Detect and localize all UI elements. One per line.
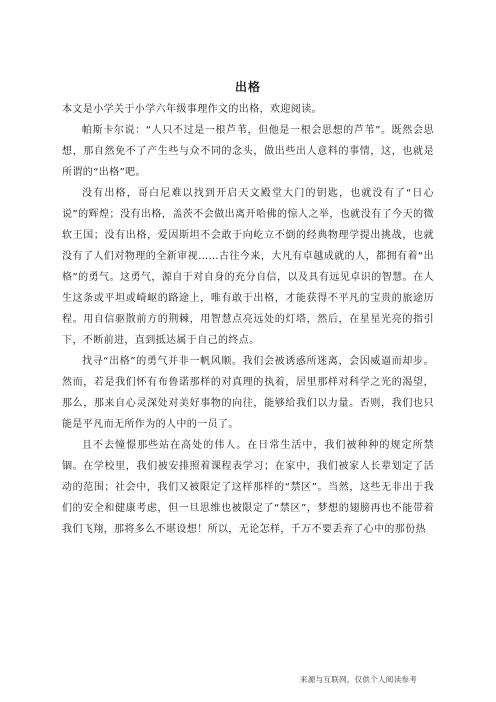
intro-paragraph: 本文是小学关于小学六年级事理作文的出格，欢迎阅读。 <box>62 104 322 115</box>
body-paragraph: 没有出格，哥白尼难以找到开启天文殿堂大门的钥匙，也就没有了“日心说”的辉煌；没有出格，盖茨不会做出离开哈佛的惊人之举，也就没有了今天的微软王国；没有出格，爱因斯坦不会敢于向屹立不倒的经典物理学提出挑战，也就没有了人们对物理的全新审视……古往今来，大凡有卓越成就的人，都拥有着“出格”的勇气。这勇气，源自于对自身的充分自信，以及具有远见卓识的智慧。在人生这条或平坦或崎岖的路途上，唯有敢于出格，才能获得不平凡的宝贵的旅途历程。用自信驱散前方的荆棘，用智慧点亮远处的灯塔，然后，在星星光亮的指引下，不断前进，直到抵达属于自己的终点。 <box>62 188 434 346</box>
body-paragraph: 且不去憧憬那些站在高处的伟人。在日常生活中，我们被种种的规定所禁锢。在学校里，我们被安排照着课程表学习；在家中，我们被家人长辈划定了活动的范围；社会中，我们又被限定了这样那样的“禁区”。当然，这些无非出于我们的安全和健康考虑，但一旦思维也被限定了“禁区”，梦想的翅膀再也不能带着我们飞翔，那将多么不堪设想！所以，无论怎样，千万不要丢弃了心中的那份热 <box>62 440 434 535</box>
body-paragraph: 帕斯卡尔说：“人只不过是一根芦苇，但他是一根会思想的芦苇”。既然会思想，那自然免不了产生些与众不同的念头，做出些出人意料的事情，这，也就是所谓的“出格”吧。 <box>62 125 434 178</box>
document-body <box>62 99 434 540</box>
footer-note: 来源与互联网，仅供个人阅读参考 <box>300 675 417 684</box>
body-paragraph: 找寻“出格”的勇气并非一帆风顺。我们会被诱惑所迷离，会因威逼而却步。然而，若是我们怀有布鲁诺那样的对真理的执着，居里那样对科学之光的渴望，那么，那来自心灵深处对美好事物的向往，能够给我们以力量。否则，我们也只能是平凡而无所作为的人中的一员了。 <box>62 356 434 430</box>
document-title: 出格 <box>234 80 261 94</box>
